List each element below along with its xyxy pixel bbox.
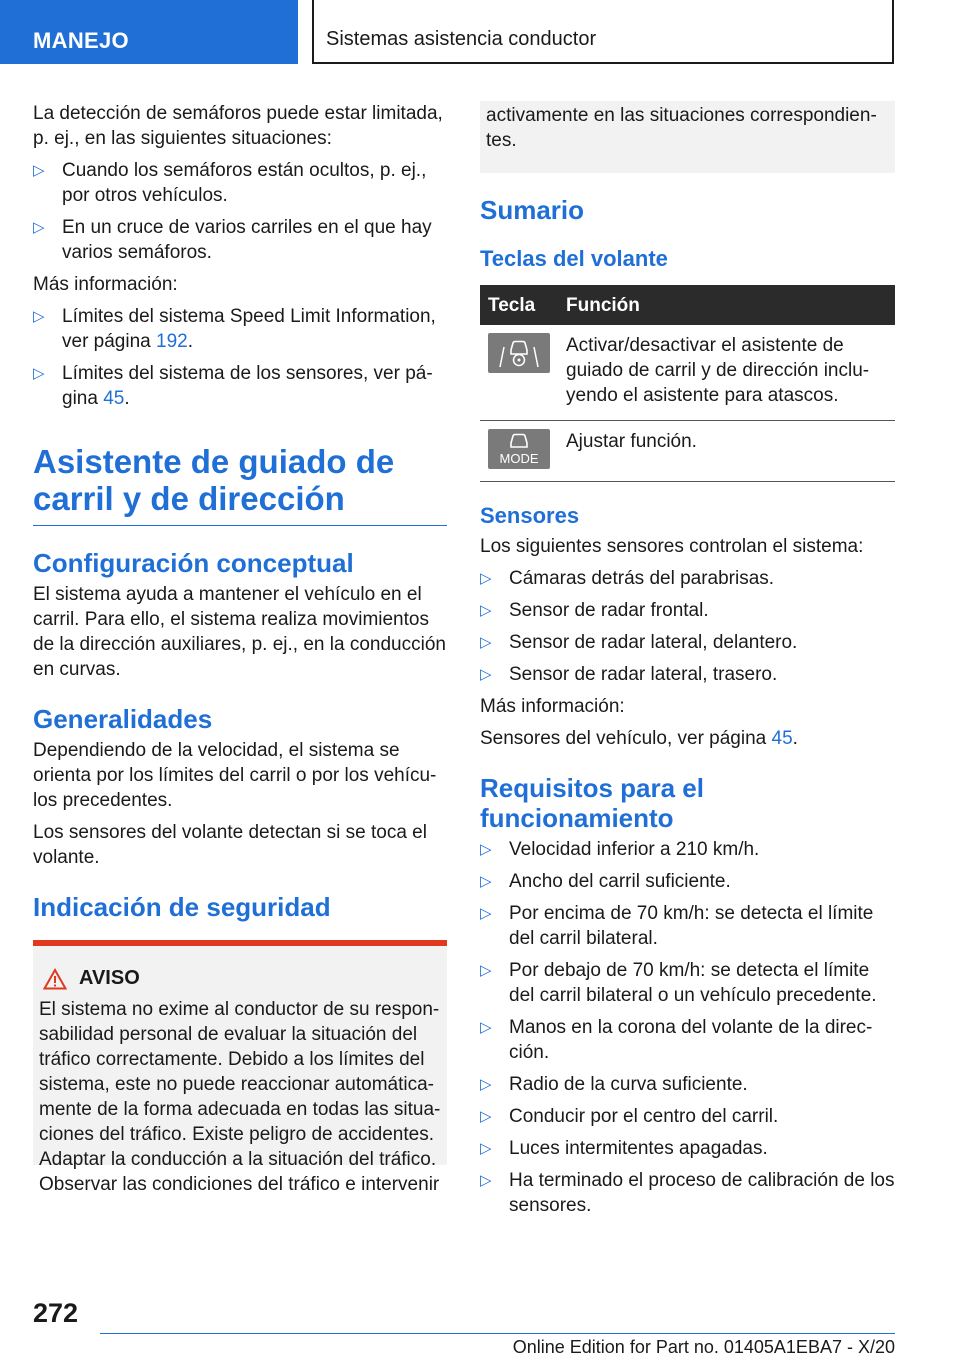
triangle-bullet-icon: ▷ — [480, 1108, 492, 1125]
table-cell: Ajustar función. — [558, 421, 895, 482]
list-item: ▷ Luces intermitentes apagadas. — [480, 1138, 768, 1159]
concept-paragraph: El sistema ayuda a mantener el vehículo en el carril. Para ello, el sistema realiza movimientos de la dirección auxiliares, p. ej., en la conducción en curvas. — [33, 584, 446, 680]
list-item: ▷ Límites del sistema de los sensores, ver pá-gina 45. — [33, 363, 433, 409]
footer-divider — [100, 1333, 895, 1334]
warning-title: AVISO — [39, 966, 441, 991]
list-item: ▷ Por encima de 70 km/h: se detecta el límite del carril bilateral. — [480, 903, 874, 949]
triangle-bullet-icon: ▷ — [33, 162, 45, 179]
triangle-bullet-icon: ▷ — [33, 219, 45, 236]
table-cell — [480, 325, 558, 421]
sensors-reference: Sensores del vehículo, ver página 45. — [480, 728, 798, 749]
keys-table — [480, 285, 895, 482]
table-row — [480, 421, 895, 482]
mode-label: MODE — [499, 451, 539, 466]
table-cell: Activar/desactivar el asistente de guiado de carril y de dirección inclu-yendo el asistente para atascos. — [558, 325, 895, 421]
sensors-heading: Sensores — [480, 503, 580, 528]
triangle-bullet-icon: ▷ — [480, 1172, 492, 1189]
triangle-bullet-icon: ▷ — [480, 841, 492, 858]
list-item: ▷ Sensor de radar lateral, delantero. — [480, 632, 798, 653]
triangle-bullet-icon: ▷ — [480, 905, 492, 922]
table-cell — [480, 421, 558, 482]
list-item: ▷ Conducir por el centro del carril. — [480, 1106, 779, 1127]
requirements-list — [480, 837, 895, 1218]
table-header-row — [480, 285, 895, 325]
table-header-function: Función — [558, 285, 895, 325]
list-item: ▷ Ancho del carril suficiente. — [480, 871, 731, 892]
page-link[interactable]: 192 — [156, 331, 188, 352]
concept-heading: Configuración conceptual — [33, 548, 354, 578]
list-item: ▷ Manos en la corona del volante de la direc-ción. — [480, 1017, 873, 1063]
list-item: ▷ Por debajo de 70 km/h: se detecta el límite del carril bilateral o un vehículo precedente. — [480, 960, 877, 1006]
more-info-label: Más información: — [33, 274, 178, 295]
warning-triangle-icon — [43, 968, 67, 990]
triangle-bullet-icon: ▷ — [480, 873, 492, 890]
section-title: MANEJO — [33, 28, 129, 53]
triangle-bullet-icon: ▷ — [480, 962, 492, 979]
warning-continuation: activamente en las situaciones correspondien-tes. — [480, 101, 895, 173]
edition-note: Online Edition for Part no. 01405A1EBA7 - X/20 — [512, 1337, 895, 1357]
triangle-bullet-icon: ▷ — [480, 1076, 492, 1093]
list-item: ▷ En un cruce de varios carriles en el que hay varios semáforos. — [33, 217, 432, 263]
triangle-bullet-icon: ▷ — [480, 1140, 492, 1157]
list-item: ▷ Velocidad inferior a 210 km/h. — [480, 839, 760, 860]
sensors-intro: Los siguientes sensores controlan el sistema: — [480, 536, 864, 557]
list-item: ▷ Sensor de radar lateral, trasero. — [480, 664, 778, 685]
triangle-bullet-icon: ▷ — [480, 570, 492, 587]
section-tab — [0, 0, 298, 64]
table-row — [480, 325, 895, 421]
list-item: ▷ Cuando los semáforos están ocultos, p. ej., por otros vehículos. — [33, 160, 427, 206]
list-item: ▷ Cámaras detrás del parabrisas. — [480, 568, 775, 589]
keys-heading: Teclas del volante — [480, 246, 668, 271]
table-header-key: Tecla — [480, 285, 558, 325]
triangle-bullet-icon: ▷ — [480, 666, 492, 683]
page-link[interactable]: 45 — [771, 728, 793, 749]
general-heading: Generalidades — [33, 704, 213, 734]
triangle-bullet-icon: ▷ — [33, 365, 45, 382]
intro-paragraph: La detección de semáforos puede estar limitada, p. ej., en las siguientes situaciones: — [33, 103, 443, 149]
page-link[interactable]: 45 — [103, 388, 125, 409]
chapter-header — [312, 0, 894, 64]
triangle-bullet-icon: ▷ — [33, 308, 45, 325]
requirements-heading: Requisitos para el funcionamiento — [480, 773, 704, 833]
reference-list — [33, 304, 447, 411]
left-column — [33, 101, 447, 1195]
chapter-title: Sistemas asistencia conductor — [326, 28, 597, 50]
right-column — [480, 101, 895, 1225]
triangle-bullet-icon: ▷ — [480, 602, 492, 619]
general-paragraph-1: Dependiendo de la velocidad, el sistema se orienta por los límites del carril o por los vehícu-los precedentes. — [33, 740, 437, 811]
mode-button-icon — [488, 429, 550, 469]
triangle-bullet-icon: ▷ — [480, 1019, 492, 1036]
list-item: ▷ Sensor de radar frontal. — [480, 600, 709, 621]
safety-heading: Indicación de seguridad — [33, 892, 331, 922]
situations-list — [33, 158, 447, 265]
warning-text: El sistema no exime al conductor de su respon-sabilidad personal de evaluar la situación del tráfico correctamente. Debido a los límites del sistema, este no puede reaccionar automática-mente de la forma adecuada en todas las situa-ciones del tráfico. Existe peligro de accidentes. Adaptar la conducción a la situación del tráfico. Observar las condiciones del tráfico e intervenir — [39, 999, 441, 1195]
more-info-label: Más información: — [480, 696, 625, 717]
page-number: 272 — [33, 1298, 79, 1328]
list-item: ▷ Ha terminado el proceso de calibración de los sensores. — [480, 1170, 895, 1216]
list-item: ▷ Radio de la curva suficiente. — [480, 1074, 748, 1095]
summary-heading: Sumario — [480, 195, 585, 225]
general-paragraph-2: Los sensores del volante detectan si se toca el volante. — [33, 822, 427, 868]
lane-assist-steering-icon — [488, 333, 550, 373]
warning-box — [33, 940, 447, 1195]
triangle-bullet-icon: ▷ — [480, 634, 492, 651]
list-item: ▷ Límites del sistema Speed Limit Information, ver página 192. — [33, 306, 436, 352]
sensors-list — [480, 566, 895, 687]
main-title: Asistente de guiado de carril y de dirección — [33, 443, 447, 526]
